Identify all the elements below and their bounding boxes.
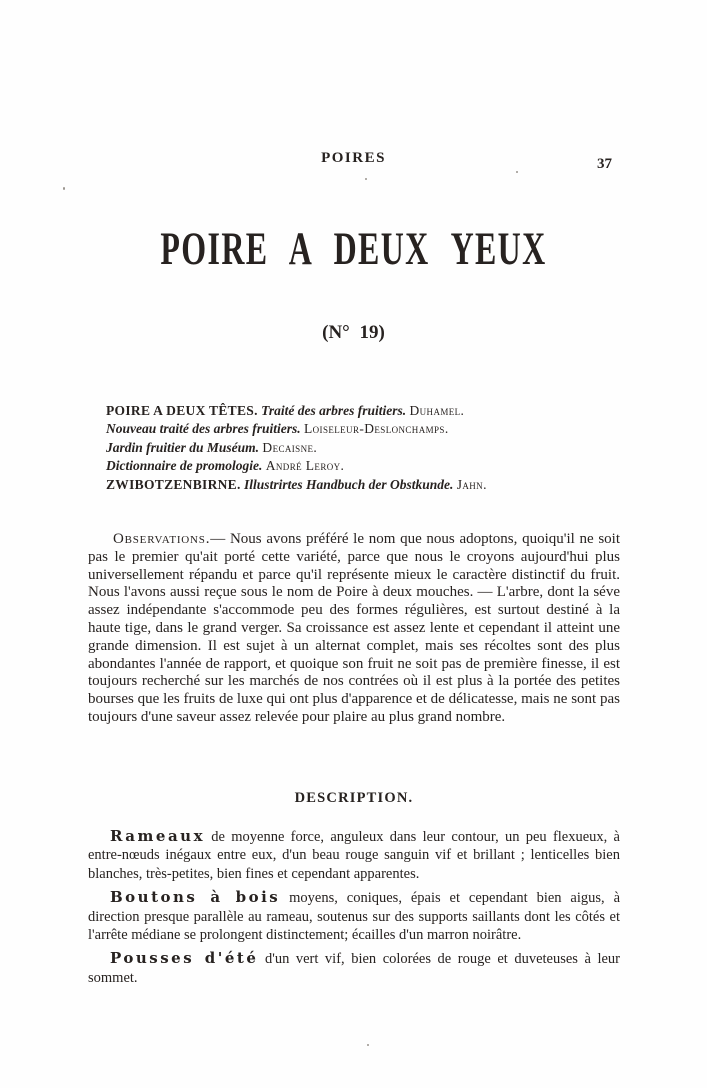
reference-title: Illustrirtes Handbuch der Obstkunde.: [244, 476, 454, 492]
paragraph-lead: Pousses d'été: [110, 949, 259, 968]
paragraph-text: moyens, coniques, épais et cependant bien aigus, à direction presque parallèle au rameau, soutenus sur des supports saillants dont les côtés et l'arrête médiane se prolongent distinctement; écailles d'un marron noirâtre.: [88, 890, 621, 944]
description-paragraph-boutons: [88, 888, 620, 944]
description-heading: DESCRIPTION.: [294, 790, 414, 806]
observations-text: Nous avons préféré le nom que nous adoptons, quoiqu'il ne soit pas le premier qu'ait porté cette variété, parce que nous le croyons aujourd'hui plus universellement répandu et parce qu'il représente mieux le caractère distinctif du fruit. Nous l'avons aussi reçue sous le nom de Poire à deux mouches. — L'arbre, dont la séve assez indépendante s'accommode peu des formes régulières, est surtout destiné à la haute tige, dans le grand verger. Sa croissance est assez lente et cependant il atteint une grande dimension. Il est sujet à un alternat complet, mais ses récoltes sont des plus abondantes l'année de rapport, et quoique son fruit ne soit pas de première finesse, il est toujours recherché sur les marchés de nos contrées où il est plus à la portée des petites bourses que les fruits de luxe qui ont plus d'apparence et de délicatesse, mais ne sont pas toujours d'une saveur assez relevée pour plaire au plus grand nombre.: [88, 531, 621, 725]
observations-paragraph: [88, 531, 620, 727]
reference-author: Decaisne.: [262, 439, 318, 455]
reference-title: Jardin fruitier du Muséum.: [106, 439, 260, 455]
observations-label: Observations.: [113, 531, 211, 547]
synonymy-list: [106, 402, 546, 494]
synonymy-item: [106, 439, 546, 457]
observations-dash: —: [210, 531, 226, 547]
synonymy-item: [106, 476, 546, 494]
article-title: POIRE A DEUX YEUX: [160, 223, 547, 275]
scan-speck: [365, 178, 367, 180]
paragraph-lead: Boutons à bois: [110, 888, 281, 907]
description-paragraph-pousses: [88, 949, 620, 987]
page-number: 37: [597, 156, 612, 172]
scan-speck: [63, 187, 65, 190]
description-section: [88, 790, 620, 992]
variety-number: (N° 19): [322, 322, 385, 343]
paragraph-lead: Rameaux: [110, 827, 206, 845]
reference-author: Jahn.: [456, 476, 487, 492]
synonym-name: ZWIBOTZENBIRNE.: [106, 476, 241, 492]
description-paragraph-rameaux: [88, 827, 620, 883]
running-title: POIRES: [321, 150, 386, 166]
synonym-name: POIRE A DEUX TÊTES.: [106, 403, 258, 418]
synonymy-item: [106, 420, 546, 438]
reference-title: Dictionnaire de promologie.: [106, 458, 263, 474]
synonymy-item: [106, 402, 546, 420]
synonymy-item: [106, 457, 546, 475]
reference-title: Traité des arbres fruitiers.: [261, 403, 407, 418]
paragraph-text: d'un vert vif, bien colorées de rouge et duveteuses à leur sommet.: [88, 951, 621, 986]
reference-author: André Leroy.: [265, 458, 345, 474]
reference-author: Duhamel.: [409, 403, 465, 418]
scan-speck: [367, 1044, 369, 1046]
reference-author: Loiseleur-Deslonchamps.: [304, 421, 449, 437]
paragraph-text: de moyenne force, anguleux dans leur contour, un peu flexueux, à entre-nœuds inégaux entre eux, d'un beau rouge sanguin vif et brillant ; lenticelles bien blanches, très-petites, bien fines et cependant apparentes.: [88, 829, 620, 882]
reference-title: Nouveau traité des arbres fruitiers.: [106, 421, 301, 437]
scan-speck: [516, 171, 518, 173]
